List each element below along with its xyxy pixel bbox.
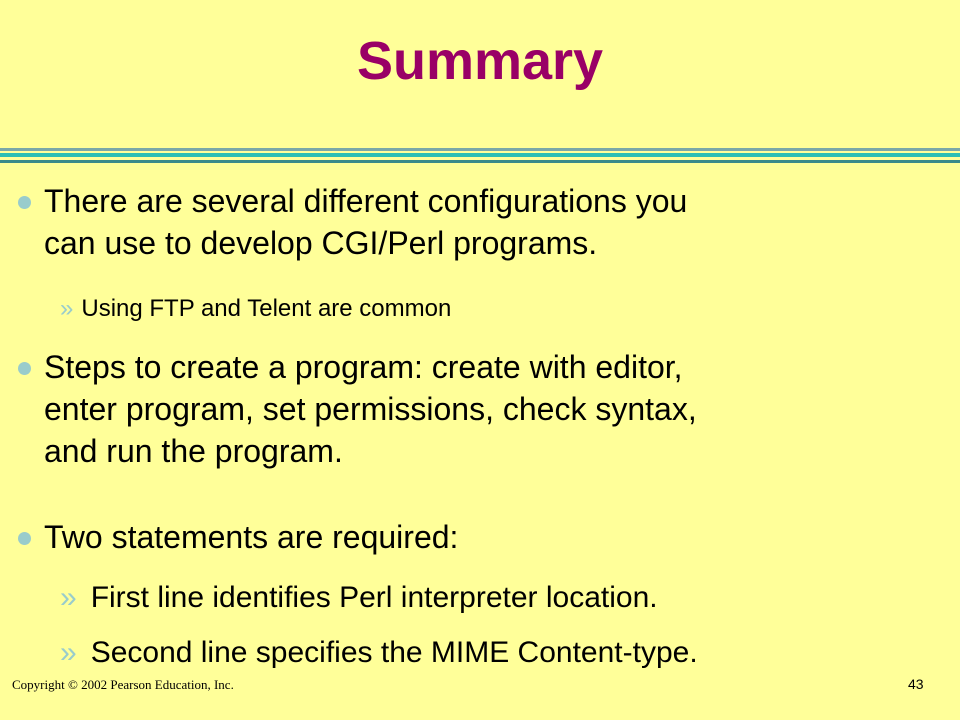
copyright-notice: Copyright © 2002 Pearson Education, Inc. (12, 677, 234, 692)
title-divider-middle (0, 153, 960, 157)
bullet-line: can use to develop CGI/Perl programs. (44, 225, 598, 261)
bullet-line: There are several different configurations you (44, 183, 688, 219)
sub-bullet-item (60, 294, 451, 324)
sub-bullet-text: First line identifies Perl interpreter location. (90, 581, 658, 614)
bullet-dot-icon (18, 362, 31, 375)
sub-bullet-text: Using FTP and Telent are common (81, 295, 452, 322)
sub-bullet-chevron-icon: » (60, 636, 77, 669)
bullet-dot-icon (18, 532, 31, 545)
bullet-line: and run the program. (44, 433, 343, 469)
bullet-line: Two statements are required: (44, 519, 459, 555)
sub-bullet-chevron-icon: » (60, 295, 74, 322)
sub-bullet-item (60, 580, 658, 616)
sub-bullet-chevron-icon: » (60, 581, 77, 614)
title-divider-bottom (0, 160, 960, 163)
bullet-line: enter program, set permissions, check syntax, (44, 391, 697, 427)
page-number: 43 (908, 676, 924, 692)
bullet-dot-icon (18, 196, 31, 209)
sub-bullet-text: Second line specifies the MIME Content-type. (90, 636, 698, 669)
bullet-line: Steps to create a program: create with editor, (44, 349, 683, 385)
title-divider-top (0, 148, 960, 151)
slide-title: Summary (356, 31, 604, 91)
sub-bullet-item (60, 635, 698, 671)
